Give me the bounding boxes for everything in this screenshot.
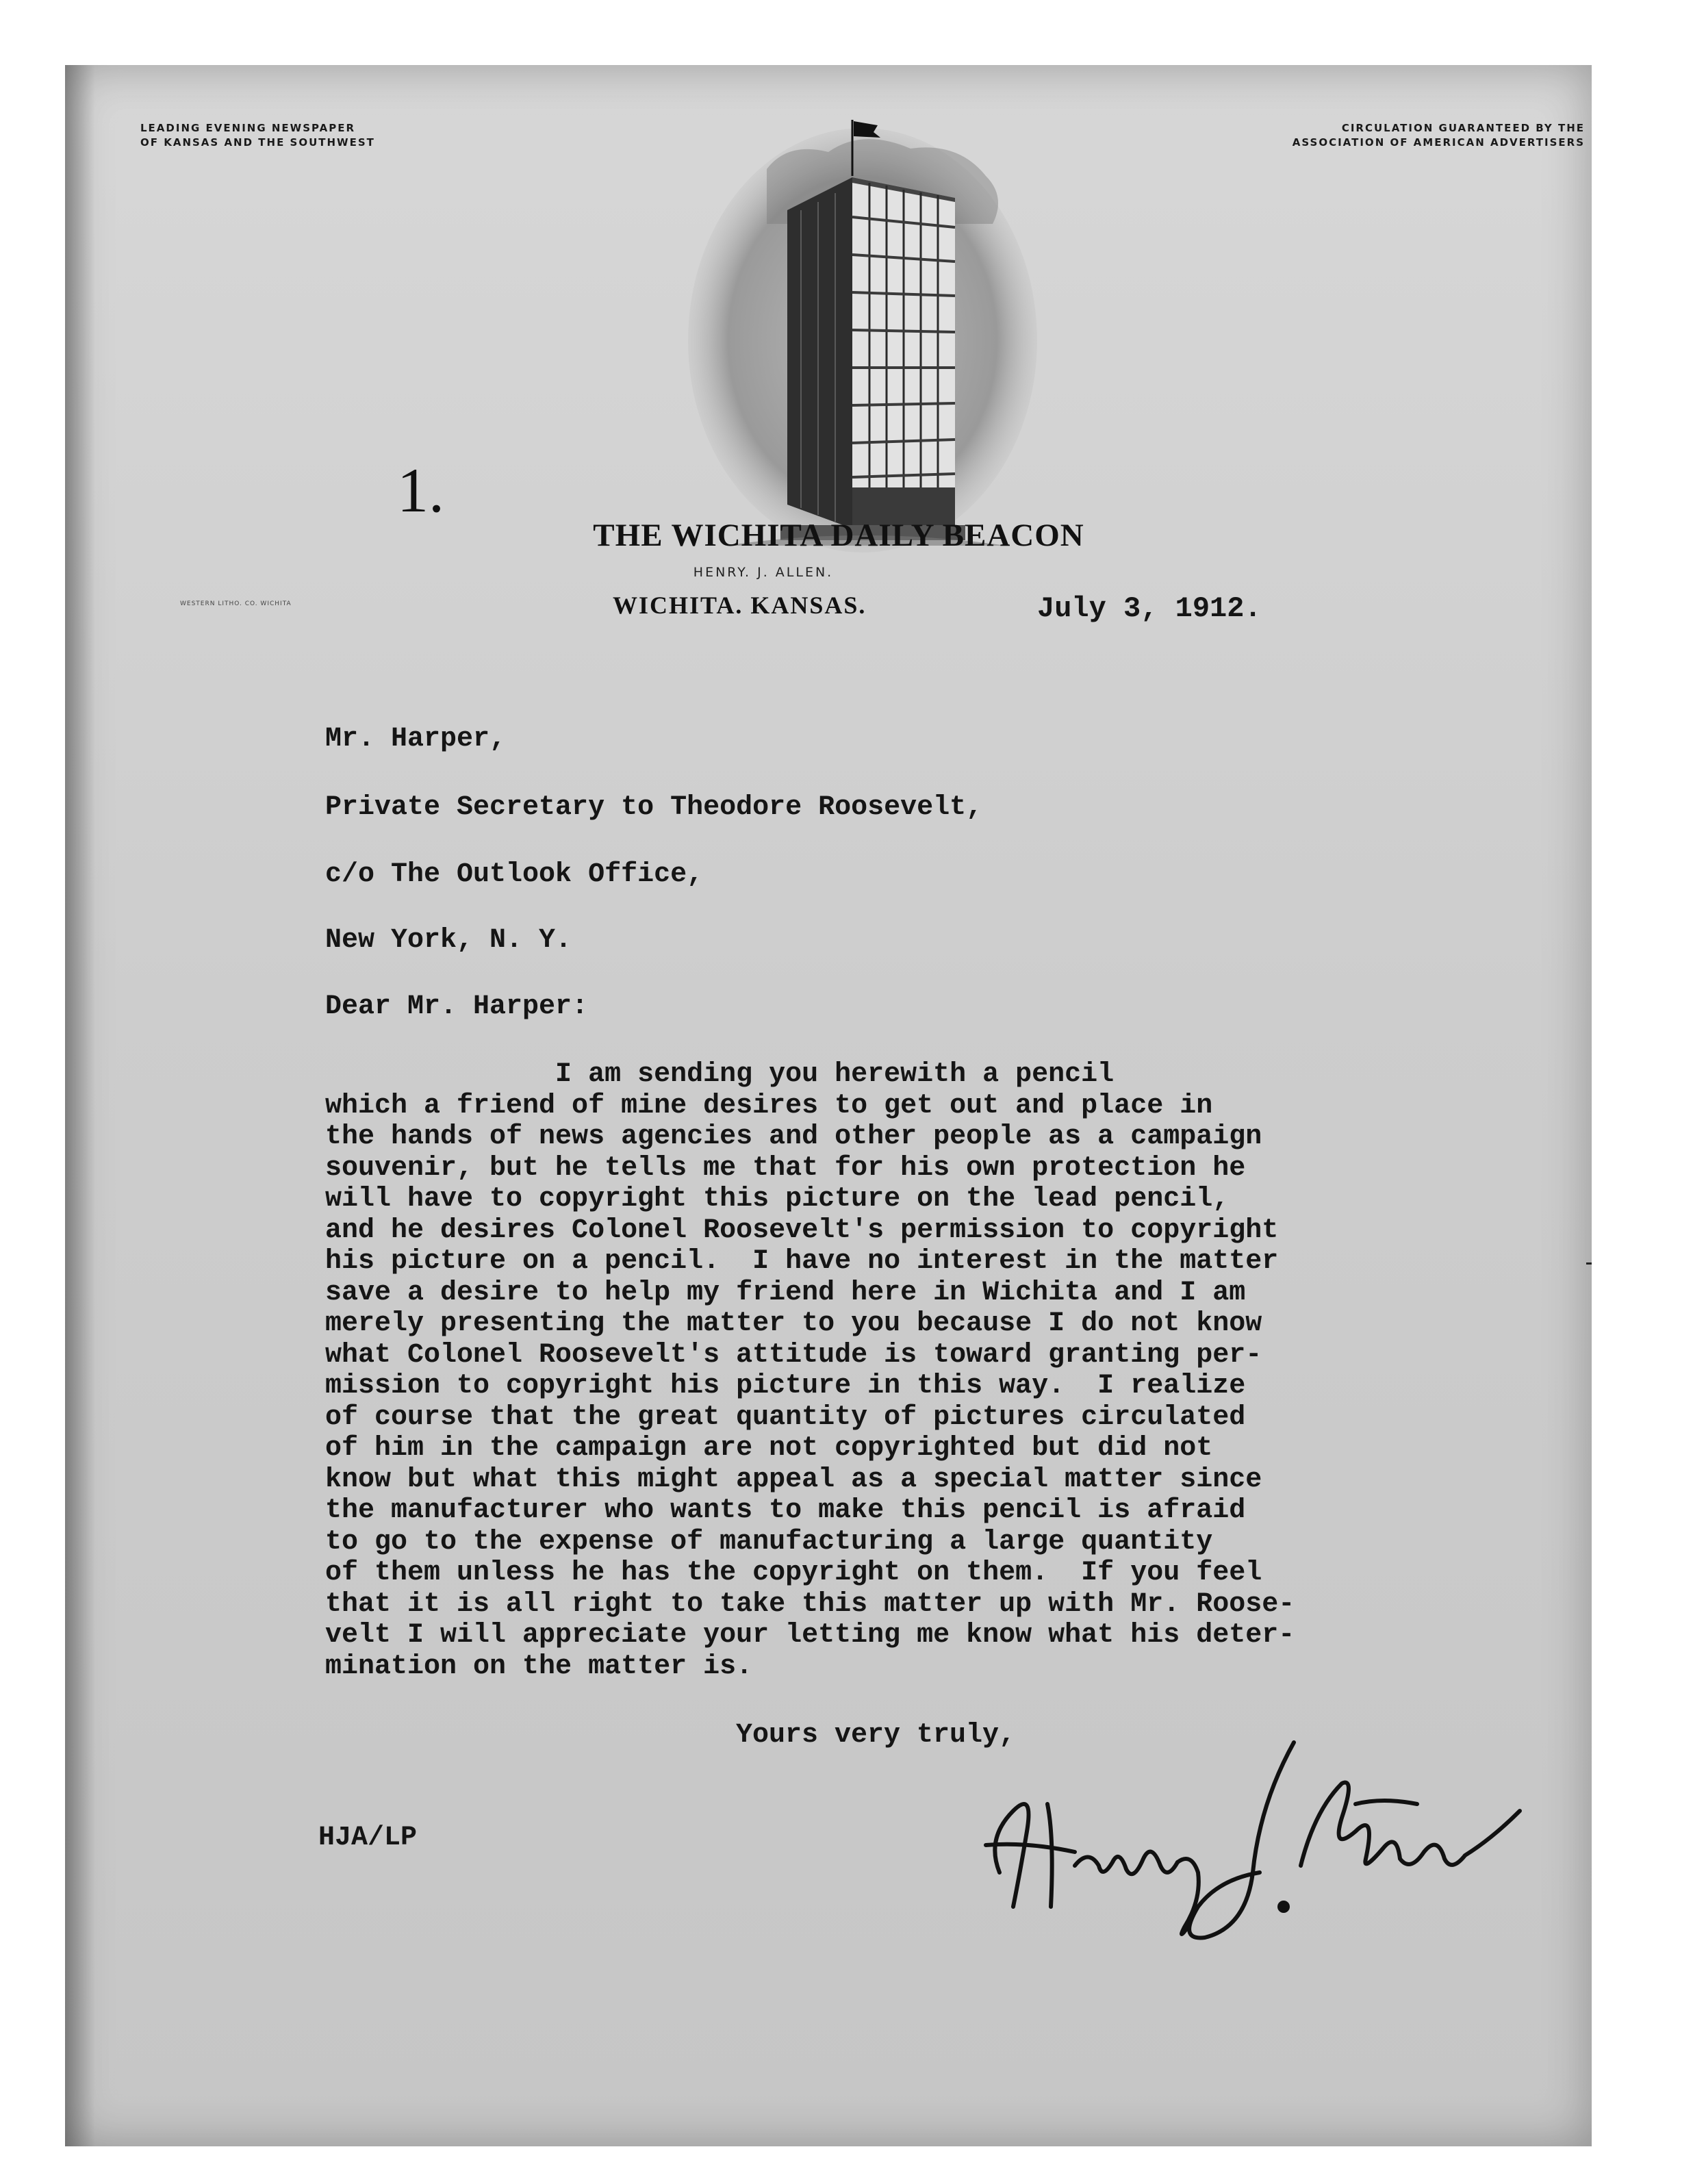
typist-initials: HJA/LP <box>318 1823 418 1853</box>
address-line-3: c/o The Outlook Office, <box>325 859 704 890</box>
city-line: WICHITA. KANSAS. <box>613 592 867 619</box>
address-line-1: Mr. Harper, <box>325 724 507 754</box>
body-line: of him in the campaign are not copyrighted but did not <box>325 1433 1213 1464</box>
body-line: to go to the expense of manufacturing a large quantity <box>325 1526 1213 1558</box>
letter-body <box>325 1059 1421 1682</box>
tagline-left-line-2: OF KANSAS AND THE SOUTHWEST <box>140 136 375 149</box>
letter-sheet <box>65 65 1592 2146</box>
letterhead-tagline-right <box>1201 121 1585 150</box>
letter-date: July 3, 1912. <box>1037 592 1262 625</box>
body-line: of course that the great quantity of pictures circulated <box>325 1401 1246 1433</box>
body-line: that it is all right to take this matter up with Mr. Roose- <box>325 1588 1295 1620</box>
body-line: of them unless he has the copyright on them. If you feel <box>325 1558 1262 1588</box>
letterhead-tagline-left <box>140 121 375 150</box>
address-line-4: New York, N. Y. <box>325 925 572 956</box>
body-line: velt I will appreciate your letting me know what his deter- <box>325 1620 1295 1651</box>
tagline-right-line-1: CIRCULATION GUARANTEED BY THE <box>1341 122 1585 134</box>
body-line: mination on the matter is. <box>325 1651 753 1682</box>
handwritten-page-number: 1. <box>397 455 444 525</box>
closing: Yours very truly, <box>736 1720 1016 1751</box>
body-line: what Colonel Roosevelt's attitude is toward granting per- <box>325 1339 1262 1371</box>
margin-tick-mark <box>1586 1262 1592 1265</box>
body-line: merely presenting the matter to you because I do not know <box>325 1308 1262 1339</box>
tagline-left-line-1: LEADING EVENING NEWSPAPER <box>140 122 356 134</box>
printer-credit: WESTERN LITHO. CO. WICHITA <box>180 600 292 607</box>
body-line: know but what this might appeal as a special matter since <box>325 1464 1262 1495</box>
body-line: will have to copyright this picture on the lead pencil, <box>325 1184 1230 1215</box>
body-line: which a friend of mine desires to get out and place in <box>325 1090 1213 1121</box>
body-line: the manufacturer who wants to make this pencil is afraid <box>325 1495 1246 1526</box>
body-line: the hands of news agencies and other people as a campaign <box>325 1121 1262 1152</box>
salutation: Dear Mr. Harper: <box>325 991 589 1022</box>
body-line: mission to copyright his picture in this way. I realize <box>325 1371 1246 1401</box>
address-line-2: Private Secretary to Theodore Roosevelt, <box>325 792 983 823</box>
body-line: save a desire to help my friend here in Wichita and I am <box>325 1277 1246 1308</box>
body-line: I am sending you herewith a pencil <box>325 1059 1115 1090</box>
body-line: his picture on a pencil. I have no interest in the matter <box>325 1246 1279 1277</box>
body-line: and he desires Colonel Roosevelt's permission to copyright <box>325 1215 1279 1246</box>
beacon-building-engraving <box>685 114 1041 553</box>
body-line: souvenir, but he tells me that for his own protection he <box>325 1152 1246 1184</box>
publisher-name: HENRY. J. ALLEN. <box>693 565 834 580</box>
signature-henry-j-allen <box>972 1701 1527 1961</box>
tagline-right-line-2: ASSOCIATION OF AMERICAN ADVERTISERS <box>1292 136 1585 149</box>
masthead-title: THE WICHITA DAILY BEACON <box>593 518 1084 553</box>
